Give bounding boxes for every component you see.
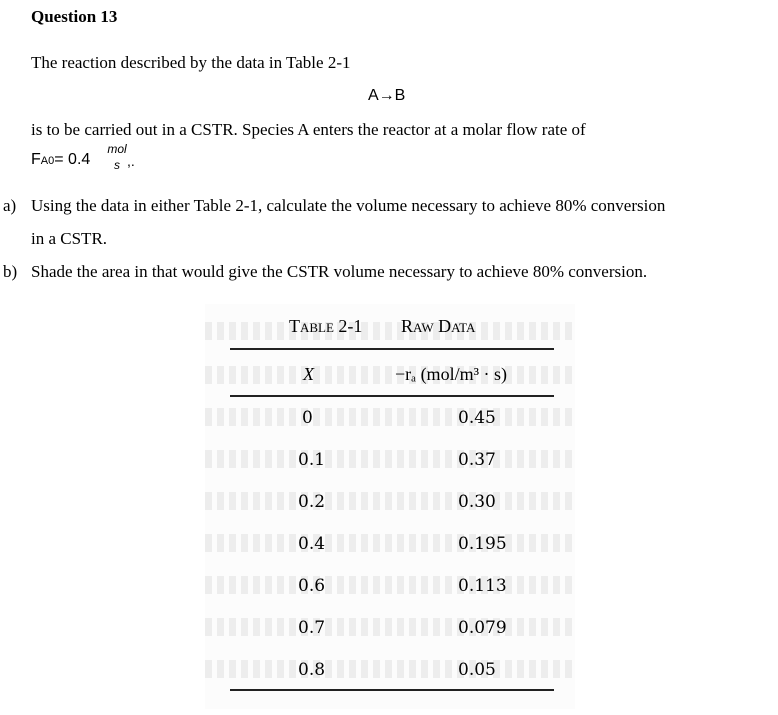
bleed-through-texture: [205, 408, 575, 426]
header-bottom-rule: [230, 395, 554, 397]
question-title: Question 13: [31, 7, 118, 26]
part-a-text-continued: in a CSTR.: [31, 229, 108, 248]
table-cell-rate: 0.45: [458, 408, 496, 428]
cstr-description: is to be carried out in a CSTR. Species A enters the reactor at a molar flow rate of: [31, 120, 586, 139]
table-caption-number: Table 2-1: [289, 316, 363, 336]
fa0-value: = 0.4: [54, 151, 91, 168]
table-cell-rate: 0.30: [458, 492, 496, 512]
raw-data-table: [205, 304, 575, 709]
reaction-equation: A→B: [368, 87, 406, 104]
part-b-label: b): [3, 262, 18, 281]
header-conversion: X: [303, 364, 314, 384]
table-cell-x: 0.8: [298, 660, 326, 680]
molar-flow-rate: [31, 142, 135, 172]
table-cell-x: 0.1: [298, 450, 326, 470]
fa0-subscript: A0: [40, 155, 55, 167]
table-cell-rate: 0.079: [458, 618, 507, 638]
part-a-text: Using the data in either Table 2-1, calculate the volume necessary to achieve 80% conversion: [31, 196, 666, 215]
header-rate: −rₐ (mol/m³ · s): [395, 364, 507, 384]
bleed-through-texture: [205, 576, 575, 594]
table-caption-title: Raw Data: [401, 316, 476, 336]
table-cell-x: 0.2: [298, 492, 326, 512]
question-intro: The reaction described by the data in Table 2-1: [31, 53, 351, 72]
table-cell-rate: 0.05: [458, 660, 496, 680]
fa0-trailing-punctuation: ,.: [127, 153, 135, 169]
bleed-through-texture: [205, 322, 575, 340]
bleed-through-texture: [205, 450, 575, 468]
bleed-through-texture: [205, 660, 575, 678]
bleed-through-texture: [205, 366, 575, 384]
table-cell-rate: 0.195: [458, 534, 507, 554]
bleed-through-texture: [205, 618, 575, 636]
part-a-label: a): [3, 196, 17, 215]
fa0-symbol: F: [31, 151, 41, 168]
fa0-unit-denominator: s: [114, 158, 120, 172]
table-bottom-rule: [230, 689, 554, 691]
table-cell-rate: 0.113: [458, 576, 507, 596]
bleed-through-texture: [205, 492, 575, 510]
part-b-text: Shade the area in that would give the CSTR volume necessary to achieve 80% conversion.: [31, 262, 648, 281]
bleed-through-texture: [205, 534, 575, 552]
fa0-unit-numerator: mol: [107, 142, 127, 156]
table-cell-rate: 0.37: [458, 450, 496, 470]
table-cell-x: 0.4: [298, 534, 326, 554]
table-top-rule: [230, 348, 554, 350]
table-cell-x: 0.7: [298, 618, 326, 638]
table-cell-x: 0.6: [298, 576, 326, 596]
table-cell-x: 0: [302, 408, 313, 428]
